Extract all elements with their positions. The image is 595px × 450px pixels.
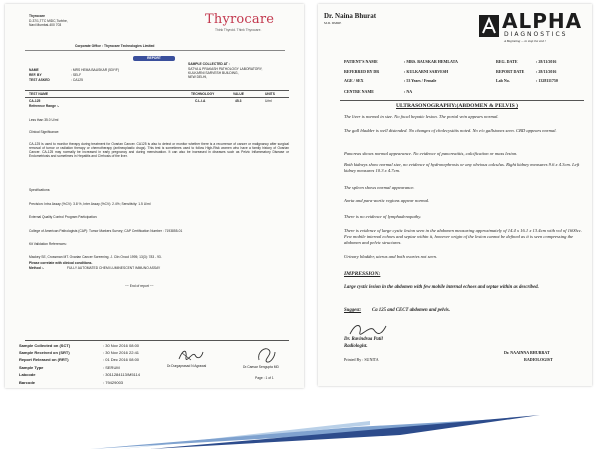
field-value: : 53 Years / Female bbox=[404, 78, 437, 83]
footer-value: : 3011284113/M5114 bbox=[103, 372, 140, 377]
finding-paragraph: The gall bladder is well distended. No changes of cholecystitis noted. No e/o gallstones seen. CBD appears normal. bbox=[344, 128, 557, 133]
side-field-value: : 28/11/2016 bbox=[536, 59, 557, 64]
test-technology: C.L.I.A bbox=[195, 99, 206, 103]
doctor-sign-title: Radiologist. bbox=[344, 344, 368, 349]
finding-paragraph: The liver is normal in size. No focal hepatic lesion. The portal vein appears normal. bbox=[344, 114, 499, 119]
report-title: ULTRASONOGRAPHY:(ABDOMEN & PELVIS ) bbox=[396, 103, 518, 109]
doctor-header: Dr. Naina Bhurat bbox=[324, 12, 377, 20]
doctor-degree: M.D. DMRE bbox=[324, 21, 342, 25]
table-header-rule bbox=[25, 97, 289, 98]
footer-value: : 30 Nov 2016 08:00 bbox=[103, 343, 140, 348]
side-field-value: : 1328111750 bbox=[536, 78, 558, 83]
suggest-label: Suggest: bbox=[344, 308, 362, 313]
signature-icon bbox=[177, 347, 205, 363]
reference-value: Less than 35.0 U/ml bbox=[29, 118, 59, 122]
brand-name: ALPHA bbox=[502, 9, 583, 33]
signature-icon bbox=[255, 344, 277, 364]
table-header: UNITS bbox=[265, 92, 275, 96]
finding-paragraph: There is no evidence of lymphadenopathy. bbox=[344, 214, 422, 219]
header-rule bbox=[25, 50, 285, 55]
footer-value: : 30 Nov 2016 22:41 bbox=[103, 350, 140, 355]
finding-paragraph: Pancreas shows normal appearance. No evidence of pancreatitis, calcification or mass lesion. bbox=[344, 151, 518, 156]
impression-label: IMPRESSION: bbox=[344, 271, 381, 277]
footer-label: Sample Type bbox=[19, 365, 44, 370]
table-header: VALUE bbox=[233, 92, 244, 96]
footer-label: Sample Collected on (SCT) bbox=[19, 343, 71, 348]
finding-paragraph: Urinary bladder, uterus and both ovaries not seen. bbox=[344, 254, 438, 259]
sample-collected-line: KULKARNI SARVESH BUILDING, bbox=[188, 71, 239, 75]
finding-paragraph: Aorta and para-aortic regions appear normal. bbox=[344, 198, 430, 203]
thyrocare-logo: Thyrocare bbox=[205, 12, 275, 27]
side-field-value: : 28/11/2016 bbox=[536, 69, 557, 74]
field-value: : MRS. BAUSKAR HEMLATA bbox=[404, 59, 458, 64]
sample-collected-line: NEW DELHI, bbox=[188, 75, 208, 79]
clinical-heading: Clinical Significance: bbox=[29, 130, 60, 134]
lab-name-small: Thyrocare bbox=[29, 14, 45, 18]
test-value: 45.3 bbox=[235, 99, 242, 103]
alpha-logo bbox=[478, 10, 586, 46]
footer-label: Barcode bbox=[19, 380, 36, 385]
field-label: NAME bbox=[29, 68, 39, 72]
side-field-label: Lab No. bbox=[496, 78, 510, 83]
eqc-line: External Quality Control Program Participation: bbox=[29, 215, 98, 219]
table-top-rule bbox=[25, 90, 289, 91]
field-label: REFERRED BY DR bbox=[344, 69, 380, 74]
brand-sub: DIAGNOSTICS bbox=[504, 31, 568, 38]
footer-label: Report Released on (RRT) bbox=[19, 357, 69, 362]
side-field-label: REG. DATE bbox=[496, 59, 518, 64]
field-value: : CA125 bbox=[71, 78, 83, 82]
field-label: TEST ASKED bbox=[29, 78, 50, 82]
report-banner: REPORT bbox=[133, 56, 175, 61]
test-name: CA-125 bbox=[29, 99, 41, 103]
method-label: Method :- bbox=[29, 266, 44, 270]
test-units: U/ml bbox=[265, 99, 272, 103]
reference-citation: Mackey SE, Crossman MT. Ovarian Cancer Screening. J. Clin Oncol 1995; 13(3): 783 - 93. bbox=[29, 255, 162, 259]
logo-tagline: Think Thyroid. Think Thyrocare. bbox=[215, 28, 262, 32]
clinical-paragraph: CA-125 is used to monitor therapy during treatment for Ovarian Cancer. CA125 is also to detect or monitor whether there is a recurrence of cancer or malignancy after surgical removal of tumor or radiation therapy or chemotherapy (antineoplastic drugs). This test is sometimes used to follow High-Risk women who have a family history of Ovarian Cancer. CA-125 may normally be increased in early pregnancy and during menstruation. It can also be increased in diseases such as Pelvic Inflammatory Disease or Endometriosis and sometimes in Hepatitis and Cirrhosis of the liver. bbox=[29, 142, 289, 159]
suggest-text: Ca 125 and CECT abdomen and pelvis. bbox=[372, 308, 450, 313]
radiologist-title: RADIOLOGIST bbox=[524, 357, 553, 362]
corporate-line: Corporate Office : Thyrocare Technologies Limited bbox=[75, 44, 155, 48]
specifications-heading: Specifications: bbox=[29, 188, 51, 192]
field-label: AGE / SEX bbox=[344, 78, 364, 83]
thyrocare-report bbox=[5, 4, 304, 388]
footer-label: Labcode bbox=[19, 372, 36, 377]
reference-range-label: Reference Range :- bbox=[29, 104, 60, 108]
table-header: TEST NAME bbox=[29, 92, 49, 96]
alpha-usg-report bbox=[318, 4, 592, 386]
finding-paragraph: Both kidneys show normal size, no evidence of hydronephrosis or any obvious calculus. Right kidney measures 9.6 x 4.3cm. Left kidney measures 10.3 x 4.7cm. bbox=[344, 162, 580, 173]
doctor-name: Dr.Caesar Sengupta MD bbox=[243, 365, 279, 369]
footer-rule bbox=[25, 340, 289, 341]
lab-address-line: D-37/1,TTC MIDC,Turbhe, bbox=[29, 19, 68, 23]
cap-line: College of American Pathologists (CAP): Tumor Markers Survey; CAP Certification Number : 7193855-01 bbox=[29, 229, 183, 233]
page-number: Page : 1 of 1 bbox=[255, 376, 274, 380]
finding-paragraph: The spleen shows normal appearance. bbox=[344, 185, 415, 190]
method-value: FULLY AUTOMATED CHEMI LUMINESCENT IMMUNO ASSAY bbox=[67, 266, 161, 270]
lab-address-line: Navi Mumbai-400 703 bbox=[29, 23, 62, 27]
radiologist-name: Dr. NAAINNA BHURRAT bbox=[504, 350, 550, 355]
signature-icon bbox=[348, 320, 388, 338]
doctor-sign-name: Dr. Ravindraa Patil bbox=[344, 337, 383, 342]
field-value: : NA bbox=[404, 89, 413, 94]
field-value: : KULKARNI SARVESH bbox=[404, 69, 449, 74]
footer-value: : 01 Dec 2016 08:00 bbox=[103, 357, 140, 362]
impression-text: Large cystic lesion in the abdomen with few mobile internal echoes and septae within as described. bbox=[344, 285, 539, 290]
field-label: CENTRE NAME bbox=[344, 89, 374, 94]
printed-by: Printed By : SUNITA bbox=[344, 357, 379, 362]
table-header: TECHNOLOGY bbox=[191, 92, 215, 96]
sample-collected-line: SATYA & PRAKASH PATHOLOGY LABORATORY, bbox=[188, 67, 263, 71]
end-of-report: ~~ End of report ~~ bbox=[125, 284, 154, 288]
side-field-label: REPORT DATE bbox=[496, 69, 525, 74]
correlate-line: Please correlate with clinical conditions. bbox=[29, 261, 93, 265]
slide-arrow-decoration bbox=[0, 385, 595, 450]
doctor-name: Dr.Durgaprasad N Agrawal bbox=[167, 364, 207, 368]
field-label: PATIENT'S NAME bbox=[344, 59, 378, 64]
field-label: REF. BY bbox=[29, 73, 42, 77]
field-value: : MRS HEMA BAUSKAR (53Y/F) bbox=[71, 68, 119, 72]
finding-paragraph: There is evidence of large cystic lesion seen in the abdomen measuring approximately of 14.4 x 16.1 x 13.4cm with vol of 1600cc. Few mobile internal echoes and septae within it, however origin of the lesion cannot be defined as it is seen compressing the abdomen and pelvic structures. bbox=[344, 228, 583, 245]
footer-value: : 79429003 bbox=[103, 380, 124, 385]
header-rule bbox=[340, 100, 584, 101]
alpha-logo-icon bbox=[478, 14, 500, 38]
kit-line: Kit Validation References: bbox=[29, 242, 67, 246]
precision-line: Precision: Intra Assay (%CV): 3.8 %, Inter Assay (%CV): 2.4%; Sensitivity: 1.5 U/ml bbox=[29, 202, 151, 206]
field-value: : SELF bbox=[71, 73, 82, 77]
footer-label: Sample Received on (SRT) bbox=[19, 350, 70, 355]
footer-value: : SERUM bbox=[103, 365, 120, 370]
brand-tagline: A Beginning ... to stop the end ! bbox=[504, 39, 546, 43]
sample-collected-label: SAMPLE COLLECTED AT : bbox=[188, 62, 230, 66]
